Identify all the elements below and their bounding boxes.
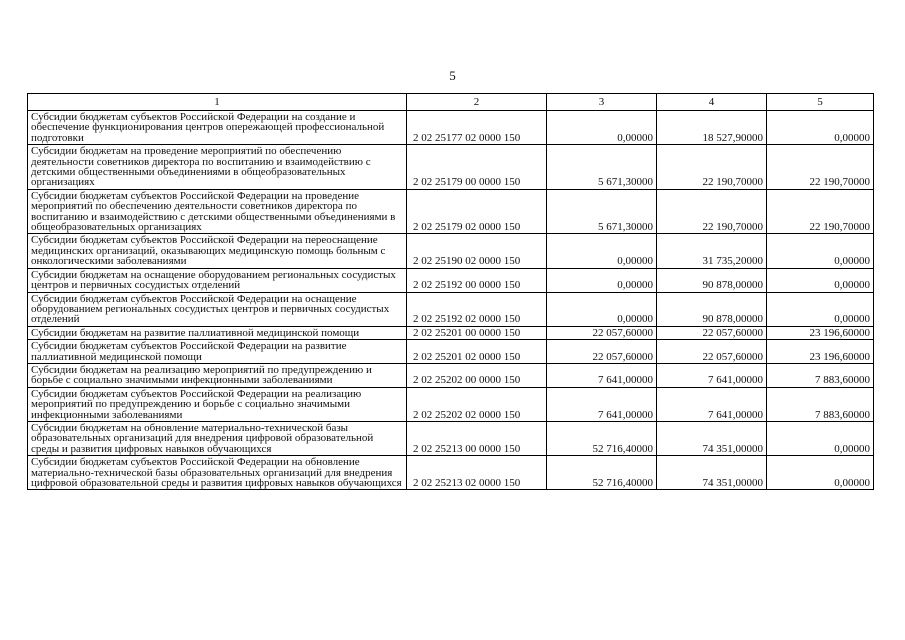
row-name: Субсидии бюджетам субъектов Российской Федерации на проведение мероприятий по обеспечению деятельности советников директора по воспитанию и взаимодействию с детскими общественными объединениями в общеобразовательных организациях [28,189,407,234]
column-header: 1 [28,94,407,111]
value-col5: 0,00000 [767,456,874,490]
value-col3: 7 641,00000 [547,363,657,387]
value-col4: 74 351,00000 [657,456,767,490]
value-col4: 7 641,00000 [657,363,767,387]
row-code: 2 02 25213 00 0000 150 [407,421,547,455]
row-code: 2 02 25192 00 0000 150 [407,268,547,292]
row-code: 2 02 25202 02 0000 150 [407,387,547,421]
row-name: Субсидии бюджетам на реализацию мероприятий по предупреждению и борьбе с социально значимыми инфекционными заболеваниями [28,363,407,387]
table-row [28,292,874,326]
row-name: Субсидии бюджетам на проведение мероприятий по обеспечению деятельности советников директора по воспитанию и взаимодействию с детскими общественными объединениями в общеобразовательных организациях [28,145,407,190]
value-col5: 22 190,70000 [767,145,874,190]
value-col5: 7 883,60000 [767,363,874,387]
table-row [28,145,874,190]
table-row [28,326,874,339]
value-col4: 90 878,00000 [657,268,767,292]
value-col4: 74 351,00000 [657,421,767,455]
value-col3: 0,00000 [547,111,657,145]
row-name: Субсидии бюджетам субъектов Российской Федерации на создание и обеспечение функционирования центров опережающей профессиональной подготовки [28,111,407,145]
row-code: 2 02 25192 02 0000 150 [407,292,547,326]
value-col3: 7 641,00000 [547,387,657,421]
row-name: Субсидии бюджетам на обновление материально-технической базы образовательных организаций для внедрения цифровой образовательной среды и развития цифровых навыков обучающихся [28,421,407,455]
value-col4: 22 190,70000 [657,145,767,190]
value-col5: 0,00000 [767,111,874,145]
value-col3: 22 057,60000 [547,340,657,364]
value-col5: 0,00000 [767,234,874,268]
value-col5: 7 883,60000 [767,387,874,421]
row-code: 2 02 25213 02 0000 150 [407,456,547,490]
value-col4: 18 527,90000 [657,111,767,145]
table-row [28,189,874,234]
value-col5: 0,00000 [767,268,874,292]
row-code: 2 02 25190 02 0000 150 [407,234,547,268]
value-col4: 31 735,20000 [657,234,767,268]
row-code: 2 02 25177 02 0000 150 [407,111,547,145]
value-col5: 23 196,60000 [767,326,874,339]
value-col3: 52 716,40000 [547,421,657,455]
table-row [28,268,874,292]
value-col3: 22 057,60000 [547,326,657,339]
row-code: 2 02 25179 02 0000 150 [407,189,547,234]
row-name: Субсидии бюджетам субъектов Российской Федерации на развитие паллиативной медицинской помощи [28,340,407,364]
row-code: 2 02 25202 00 0000 150 [407,363,547,387]
value-col3: 52 716,40000 [547,456,657,490]
row-name: Субсидии бюджетам субъектов Российской Федерации на оснащение оборудованием региональных сосудистых центров и первичных сосудистых отделений [28,292,407,326]
table-row [28,456,874,490]
row-name: Субсидии бюджетам субъектов Российской Федерации на реализацию мероприятий по предупреждению и борьбе с социально значимыми инфекционными заболеваниями [28,387,407,421]
column-header: 5 [767,94,874,111]
column-header: 4 [657,94,767,111]
value-col3: 0,00000 [547,268,657,292]
value-col3: 0,00000 [547,292,657,326]
budget-table [27,93,874,490]
table-body [28,111,874,490]
value-col4: 22 057,60000 [657,326,767,339]
value-col4: 90 878,00000 [657,292,767,326]
row-code: 2 02 25201 02 0000 150 [407,340,547,364]
table-row [28,363,874,387]
table-row [28,111,874,145]
value-col3: 0,00000 [547,234,657,268]
value-col5: 0,00000 [767,421,874,455]
row-name: Субсидии бюджетам на оснащение оборудованием региональных сосудистых центров и первичных сосудистых отделений [28,268,407,292]
table-row [28,340,874,364]
row-name: Субсидии бюджетам на развитие паллиативной медицинской помощи [28,326,407,339]
row-code: 2 02 25179 00 0000 150 [407,145,547,190]
value-col3: 5 671,30000 [547,189,657,234]
value-col5: 22 190,70000 [767,189,874,234]
table-row [28,234,874,268]
page-number: 5 [449,68,456,83]
table-row [28,387,874,421]
value-col4: 22 190,70000 [657,189,767,234]
column-header: 2 [407,94,547,111]
value-col4: 22 057,60000 [657,340,767,364]
value-col3: 5 671,30000 [547,145,657,190]
value-col5: 0,00000 [767,292,874,326]
value-col4: 7 641,00000 [657,387,767,421]
row-name: Субсидии бюджетам субъектов Российской Федерации на переоснащение медицинских организаций, оказывающих медицинскую помощь больным с онкологическими заболеваниями [28,234,407,268]
header-row [28,94,874,111]
row-name: Субсидии бюджетам субъектов Российской Федерации на обновление материально-технической базы образовательных организаций для внедрения цифровой образовательной среды и развития цифровых навыков обучающихся [28,456,407,490]
row-code: 2 02 25201 00 0000 150 [407,326,547,339]
value-col5: 23 196,60000 [767,340,874,364]
table-row [28,421,874,455]
column-header: 3 [547,94,657,111]
